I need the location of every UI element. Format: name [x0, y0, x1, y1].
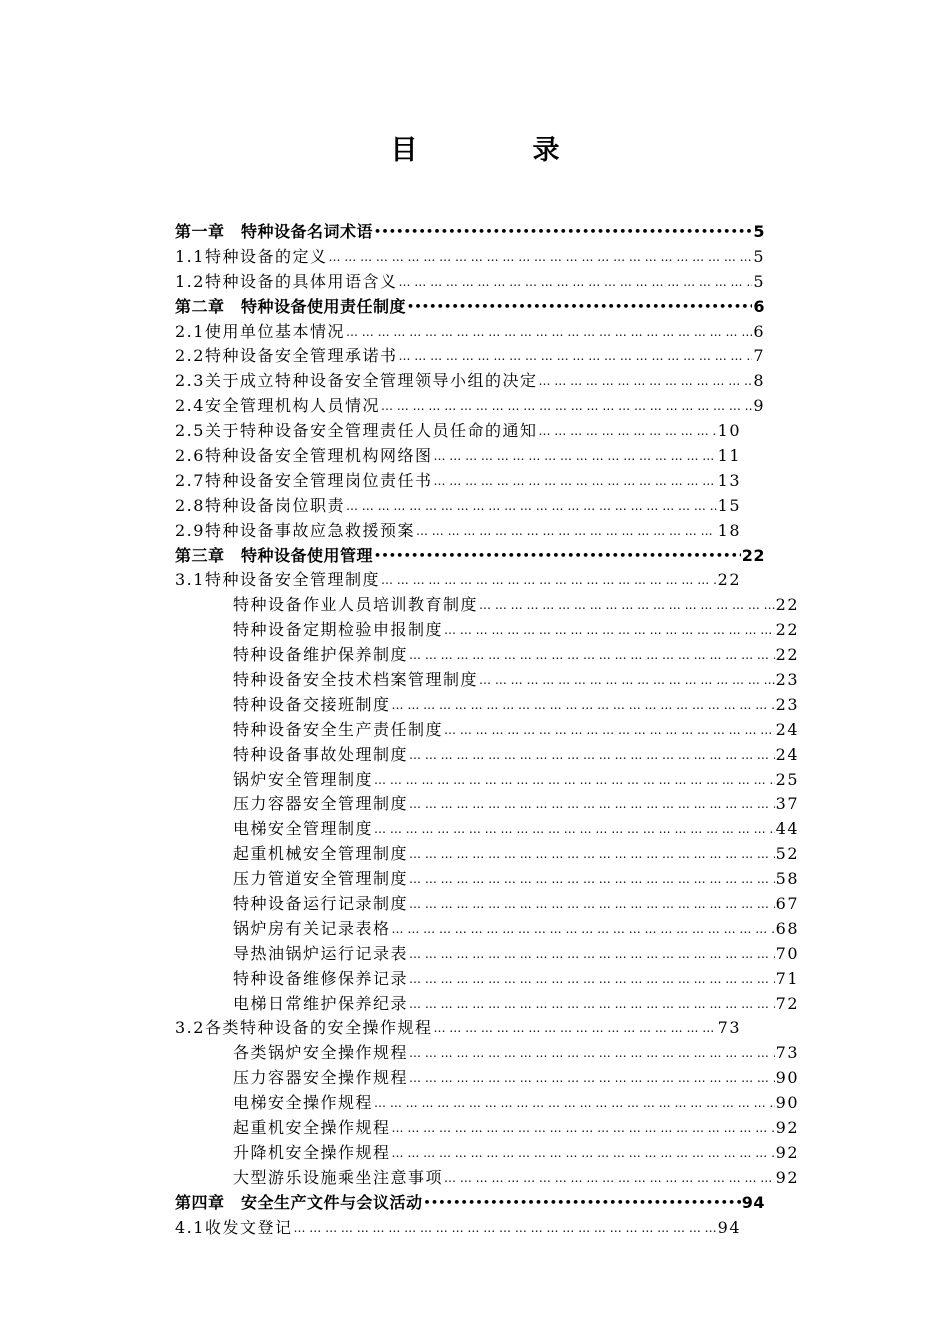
- toc-page-number: 6: [753, 321, 765, 341]
- toc-leader-dots: [374, 767, 775, 793]
- toc-leader-dots: [424, 1189, 741, 1216]
- toc-entry-title: 压力容器安全管理制度: [233, 794, 409, 814]
- toc-entry[interactable]: [175, 245, 765, 270]
- toc-entry-title: 起重机械安全管理制度: [233, 844, 409, 864]
- toc-page-number: 23: [775, 694, 799, 714]
- toc-page-number: 73: [717, 1018, 741, 1038]
- toc-entry-title: 特种设备维护保养制度: [233, 645, 409, 665]
- toc-entry-title: 2.7特种设备安全管理岗位责任书: [175, 470, 433, 490]
- toc-entry[interactable]: [175, 1141, 799, 1166]
- toc-page-number: 72: [775, 993, 799, 1013]
- toc-entry[interactable]: [175, 469, 741, 494]
- toc-leader-dots: [409, 642, 775, 668]
- toc-entry[interactable]: [175, 494, 741, 519]
- toc-page-number: 9: [753, 396, 765, 416]
- toc-entry-title: 2.3关于成立特种设备安全管理领导小组的决定: [175, 371, 538, 391]
- toc-page-number: 22: [775, 645, 799, 665]
- toc-entry[interactable]: [175, 842, 799, 867]
- toc-leader-dots: [409, 1040, 775, 1066]
- toc-leader-dots: [416, 518, 717, 544]
- toc-entry-title: 第二章 特种设备使用责任制度: [175, 296, 407, 316]
- toc-entry-title: 4.1收发文登记: [175, 1217, 293, 1237]
- toc-entry[interactable]: [175, 394, 765, 419]
- toc-leader-dots: [444, 617, 775, 643]
- toc-entry[interactable]: [175, 519, 741, 544]
- toc-entry-title: 导热油锅炉运行记录表: [233, 943, 409, 963]
- toc-entry-title: 锅炉安全管理制度: [233, 769, 374, 789]
- toc-page-number: 23: [775, 670, 799, 690]
- toc-entry-title: 2.8特种设备岗位职责: [175, 495, 345, 515]
- toc-chapter-entry[interactable]: [175, 220, 765, 245]
- toc-page-number: 67: [775, 894, 799, 914]
- toc-entry-title: 升降机安全操作规程: [233, 1142, 391, 1162]
- toc-entry-title: 大型游乐设施乘坐注意事项: [233, 1167, 444, 1187]
- toc-entry[interactable]: [175, 568, 741, 593]
- toc-entry-title: 2.1使用单位基本情况: [175, 321, 345, 341]
- toc-leader-dots: [409, 742, 775, 768]
- toc-entry-title: 电梯安全管理制度: [233, 819, 374, 839]
- toc-entry[interactable]: [175, 718, 799, 743]
- toc-page-number: 92: [775, 1142, 799, 1162]
- toc-leader-dots: [381, 393, 752, 419]
- toc-leader-dots: [407, 293, 752, 320]
- toc-entry[interactable]: [175, 419, 741, 444]
- toc-leader-dots: [479, 592, 775, 618]
- toc-page-number: 58: [775, 869, 799, 889]
- toc-page-number: 70: [775, 943, 799, 963]
- toc-leader-dots: [392, 916, 775, 942]
- toc-leader-dots: [392, 1140, 775, 1166]
- toc-entry-title: 第三章 特种设备使用管理: [175, 545, 374, 565]
- toc-page-number: 22: [775, 595, 799, 615]
- toc-entry[interactable]: [175, 1216, 741, 1241]
- toc-leader-dots: [409, 891, 775, 917]
- toc-page-number: 24: [775, 744, 799, 764]
- toc-leader-dots: [538, 368, 752, 394]
- toc-entry-title: 1.1特种设备的定义: [175, 246, 328, 266]
- toc-entry[interactable]: [175, 967, 799, 992]
- toc-entry-title: 特种设备事故处理制度: [233, 744, 409, 764]
- toc-entry-title: 特种设备安全技术档案管理制度: [233, 670, 479, 690]
- toc-entry[interactable]: [175, 743, 799, 768]
- toc-page-number: 37: [775, 794, 799, 814]
- toc-page-number: 24: [775, 719, 799, 739]
- toc-page-number: 15: [717, 495, 741, 515]
- toc-entry-title: 特种设备交接班制度: [233, 694, 391, 714]
- toc-entry-title: 电梯安全操作规程: [233, 1093, 374, 1113]
- toc-leader-dots: [433, 468, 716, 494]
- toc-leader-dots: [374, 218, 752, 245]
- toc-leader-dots: [433, 443, 716, 469]
- toc-page-number: 6: [753, 296, 765, 316]
- toc-page-number: 11: [717, 446, 741, 465]
- toc-page-number: 13: [717, 470, 741, 490]
- toc-leader-dots: [409, 1065, 775, 1091]
- toc-entry-title: 2.4安全管理机构人员情况: [175, 396, 380, 416]
- toc-leader-dots: [538, 418, 716, 444]
- toc-entry-title: 特种设备作业人员培训教育制度: [233, 595, 479, 615]
- toc-entry[interactable]: [175, 1017, 741, 1042]
- toc-page-number: 7: [753, 346, 765, 366]
- toc-page-number: 5: [753, 246, 765, 266]
- toc-entry-title: 1.2特种设备的具体用语含义: [175, 271, 398, 291]
- toc-leader-dots: [409, 841, 775, 867]
- toc-leader-dots: [374, 1090, 775, 1116]
- toc-chapter-entry[interactable]: [175, 295, 765, 320]
- toc-leader-dots: [398, 343, 752, 369]
- page-title: 目 录: [390, 135, 604, 166]
- toc-leader-dots: [374, 816, 775, 842]
- toc-entry[interactable]: [175, 668, 799, 693]
- toc-entry[interactable]: [175, 643, 799, 668]
- toc-page-number: 8: [753, 371, 765, 391]
- toc-page-number: 73: [775, 1043, 799, 1063]
- toc-entry-title: 特种设备运行记录制度: [233, 894, 409, 914]
- toc-leader-dots: [374, 542, 741, 569]
- toc-leader-dots: [409, 791, 775, 817]
- toc-page-number: 5: [753, 271, 765, 291]
- toc-leader-dots: [381, 567, 717, 593]
- toc-entry[interactable]: [175, 270, 765, 295]
- toc-leader-dots: [409, 966, 775, 992]
- toc-entry[interactable]: [175, 344, 765, 369]
- toc-entry-title: 特种设备维修保养记录: [233, 968, 409, 988]
- toc-page-number: 90: [775, 1093, 799, 1113]
- toc-chapter-entry[interactable]: [175, 544, 765, 569]
- toc-leader-dots: [293, 1215, 716, 1241]
- toc-entry[interactable]: [175, 942, 799, 967]
- toc-entry-title: 2.2特种设备安全管理承诺书: [175, 346, 398, 366]
- toc-page-number: 94: [741, 1192, 765, 1212]
- toc-entry[interactable]: [175, 444, 741, 469]
- toc-leader-dots: [409, 866, 775, 892]
- toc-page-number: 94: [717, 1217, 741, 1237]
- toc-leader-dots: [346, 319, 752, 345]
- toc-page-number: 18: [717, 520, 741, 540]
- toc-entry-title: 起重机安全操作规程: [233, 1118, 391, 1138]
- toc-leader-dots: [444, 1165, 775, 1191]
- toc-entry[interactable]: [175, 693, 799, 718]
- toc-entry-title: 压力管道安全管理制度: [233, 869, 409, 889]
- toc-entry[interactable]: [175, 917, 799, 942]
- toc-page-number: 92: [775, 1118, 799, 1138]
- toc-entry-title: 3.2各类特种设备的安全操作规程: [175, 1018, 433, 1038]
- toc-chapter-entry[interactable]: [175, 1191, 765, 1216]
- toc-leader-dots: [392, 1115, 775, 1141]
- toc-page-number: 52: [775, 844, 799, 864]
- toc-page-number: 10: [717, 421, 741, 441]
- toc-entry[interactable]: [175, 593, 799, 618]
- toc-leader-dots: [409, 991, 775, 1017]
- toc-entry-title: 各类锅炉安全操作规程: [233, 1043, 409, 1063]
- toc-entry[interactable]: [175, 1091, 799, 1116]
- toc-entry-title: 压力容器安全操作规程: [233, 1068, 409, 1088]
- toc-entry-title: 2.6特种设备安全管理机构网络图: [175, 446, 433, 465]
- toc-entry-title: 第一章 特种设备名词术语: [175, 221, 374, 241]
- toc-entry[interactable]: [175, 867, 799, 892]
- toc-entry-title: 锅炉房有关记录表格: [233, 918, 391, 938]
- toc-entry[interactable]: [175, 618, 799, 643]
- toc-entry-title: 第四章 安全生产文件与会议活动: [175, 1192, 423, 1212]
- toc-page-number: 44: [775, 819, 799, 839]
- toc-entry-title: 3.1特种设备安全管理制度: [175, 570, 380, 590]
- toc-leader-dots: [392, 692, 775, 718]
- toc-leader-dots: [328, 244, 752, 270]
- toc-entry[interactable]: [175, 817, 799, 842]
- toc-entry-title: 2.9特种设备事故应急救援预案: [175, 520, 415, 540]
- toc-entry[interactable]: [175, 320, 765, 345]
- toc-leader-dots: [479, 667, 775, 693]
- toc-page-number: 71: [775, 968, 799, 988]
- toc-leader-dots: [444, 717, 775, 743]
- toc-entry[interactable]: [175, 1166, 799, 1191]
- toc-entry-title: 2.5关于特种设备安全管理责任人员任命的通知: [175, 421, 538, 441]
- toc-page-number: 22: [741, 545, 765, 565]
- toc-entry-title: 电梯日常维护保养纪录: [233, 993, 409, 1013]
- toc-page-number: 92: [775, 1167, 799, 1187]
- toc-page-number: 22: [775, 620, 799, 640]
- toc-entry[interactable]: [175, 1066, 799, 1091]
- toc-leader-dots: [398, 269, 752, 295]
- toc-page-number: 25: [775, 769, 799, 789]
- toc-leader-dots: [433, 1015, 716, 1041]
- toc-entry[interactable]: [175, 992, 799, 1017]
- toc-entry[interactable]: [175, 1041, 799, 1066]
- toc-leader-dots: [409, 941, 775, 967]
- toc-page-number: 90: [775, 1068, 799, 1088]
- toc-page-number: 68: [775, 918, 799, 938]
- toc-entry-title: 特种设备定期检验申报制度: [233, 620, 444, 640]
- toc-entry[interactable]: [175, 768, 799, 793]
- toc-entry[interactable]: [175, 369, 765, 394]
- toc-entry[interactable]: [175, 1116, 799, 1141]
- toc-page-number: 22: [717, 570, 741, 590]
- toc-leader-dots: [346, 493, 717, 519]
- toc-page-number: 5: [753, 221, 765, 241]
- toc-entry[interactable]: [175, 792, 799, 817]
- toc-entry-title: 特种设备安全生产责任制度: [233, 719, 444, 739]
- table-of-contents: [175, 220, 799, 1241]
- toc-entry[interactable]: [175, 892, 799, 917]
